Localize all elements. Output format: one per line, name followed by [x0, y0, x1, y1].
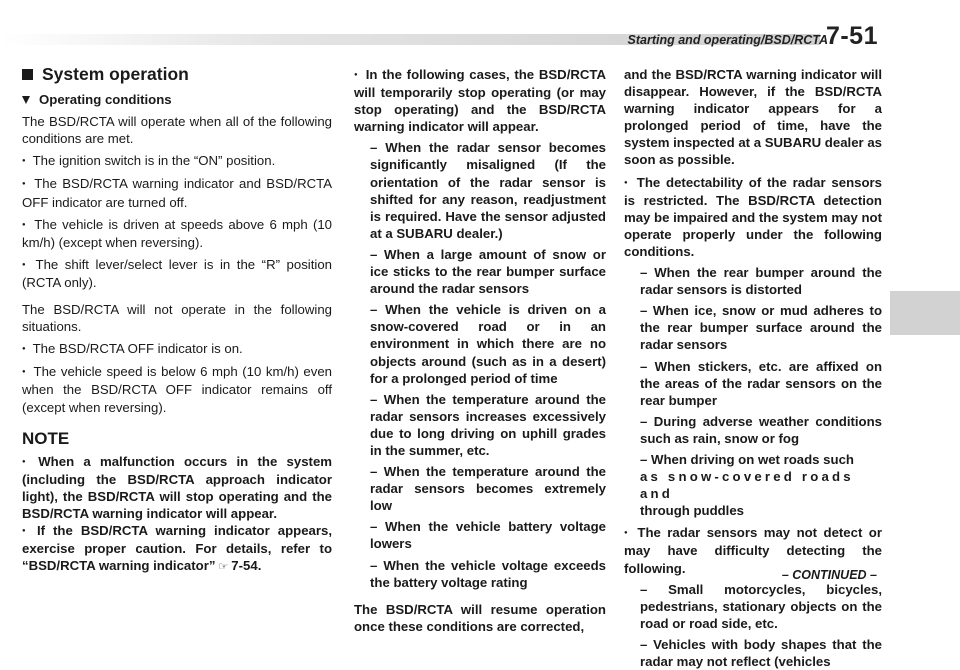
condition-item: ● The ignition switch is in the “ON” position.	[22, 152, 332, 170]
not-operate-item: ● The vehicle speed is below 6 mph (10 km/h) even when the BSD/RCTA OFF indicator remains off (except when reversing).	[22, 363, 332, 415]
condition-item: ● The shift lever/select lever is in the “R” position (RCTA only).	[22, 256, 332, 291]
stop-case-item: – When a large amount of snow or ice sticks to the rear bumper surface around the radar sensors	[370, 246, 606, 297]
note-item-text: If the BSD/RCTA warning indicator appears, exercise proper caution. For details, refer to “BSD/RCTA warning indicator”	[22, 523, 332, 574]
small-object-item: – Small motorcycles, bicycles, pedestrians, stationary objects on the road or road side, etc.	[640, 581, 882, 631]
detect-item: – When the rear bumper around the radar sensors is distorted	[640, 265, 882, 298]
header-title: Starting and operating/BSD/RCTA	[627, 33, 828, 47]
section-heading	[22, 66, 332, 83]
note-heading: NOTE	[22, 428, 70, 448]
note-item: ● When a malfunction occurs in the system (including the BSD/RCTA approach indicator light), the BSD/RCTA will stop operating and the BSD/RCTA warning indicator will appear.	[22, 453, 332, 522]
small-object-item: – Vehicles with body shapes that the radar may not reflect (vehicles	[640, 636, 882, 669]
not-operate-item: ● The BSD/RCTA OFF indicator is on.	[22, 340, 332, 358]
subheading	[22, 91, 332, 108]
detect-item: – During adverse weather conditions such as rain, snow or fog	[640, 413, 882, 446]
stop-case-item: – When the temperature around the radar sensors increases excessively due to long driving on uphill grades in the summer, etc.	[370, 391, 606, 458]
chapter-thumb-tab	[890, 291, 960, 335]
detect-item-wet-roads	[624, 451, 882, 519]
column-2	[354, 66, 606, 635]
wet-roads-line: as snow-covered roads and	[640, 469, 854, 502]
not-operate-intro: The BSD/RCTA will not operate in the following situations.	[22, 302, 332, 335]
stop-case-item: – When the vehicle is driven on a snow-covered road or in an environment in which there are no objects around (such as in a desert) for a prolonged period of time	[370, 302, 606, 386]
resume-text: The BSD/RCTA will resume operation once these conditions are corrected,	[354, 601, 606, 634]
continuation-text: and the BSD/RCTA warning indicator will disappear. However, if the BSD/RCTA warning indicator appears for a prolonged period of time, have the system inspected at a SUBARU dealer as soon as possible.	[624, 67, 882, 168]
page-reference[interactable]: 7-54.	[231, 558, 262, 574]
page-reference-icon: ☞	[218, 561, 229, 574]
section-title: System operation	[42, 64, 189, 84]
column-1	[22, 66, 332, 576]
condition-item: ● The vehicle is driven at speeds above 6 mph (10 km/h) (except when reversing).	[22, 216, 332, 251]
continued-label: – CONTINUED –	[781, 568, 877, 582]
detect-lead: ● The detectability of the radar sensors is restricted. The BSD/RCTA detection may be impaired and the system may not operate properly under the following conditions.	[624, 174, 882, 260]
square-bullet-icon	[22, 69, 33, 80]
triangle-bullet-icon	[22, 96, 30, 104]
condition-item: ● The BSD/RCTA warning indicator and BSD/RCTA OFF indicator are turned off.	[22, 175, 332, 210]
note-item-reference	[22, 522, 332, 576]
stop-case-item: – When the temperature around the radar sensors becomes extremely low	[370, 464, 606, 514]
stop-case-item: – When the vehicle voltage exceeds the battery voltage rating	[370, 557, 606, 590]
detect-item: – When stickers, etc. are affixed on the areas of the radar sensors on the rear bumper	[640, 358, 882, 408]
stop-case-item: – When the radar sensor becomes significantly misaligned (If the orientation of the radar sensor is shifted for any reason, readjustment is required. Have the sensor adjusted at a SUBARU dealer.)	[370, 140, 606, 241]
small-objects-lead: ● The radar sensors may not detect or may have difficulty detecting the following.	[624, 524, 882, 576]
wet-roads-line: – When driving on wet roads such	[640, 451, 854, 467]
subheading-text: Operating conditions	[39, 92, 172, 108]
stop-case-item: – When the vehicle battery voltage lowers	[370, 519, 606, 552]
stop-cases-lead: ● In the following cases, the BSD/RCTA will temporarily stop operating (or may stop operating) and the BSD/RCTA warning indicator will appear.	[354, 66, 606, 135]
conditions-intro: The BSD/RCTA will operate when all of the following conditions are met.	[22, 114, 332, 147]
wet-roads-line: through puddles	[640, 503, 745, 519]
detect-item: – When ice, snow or mud adheres to the rear bumper surface around the radar sensors	[640, 303, 882, 353]
page-number: 7-51	[825, 22, 878, 50]
